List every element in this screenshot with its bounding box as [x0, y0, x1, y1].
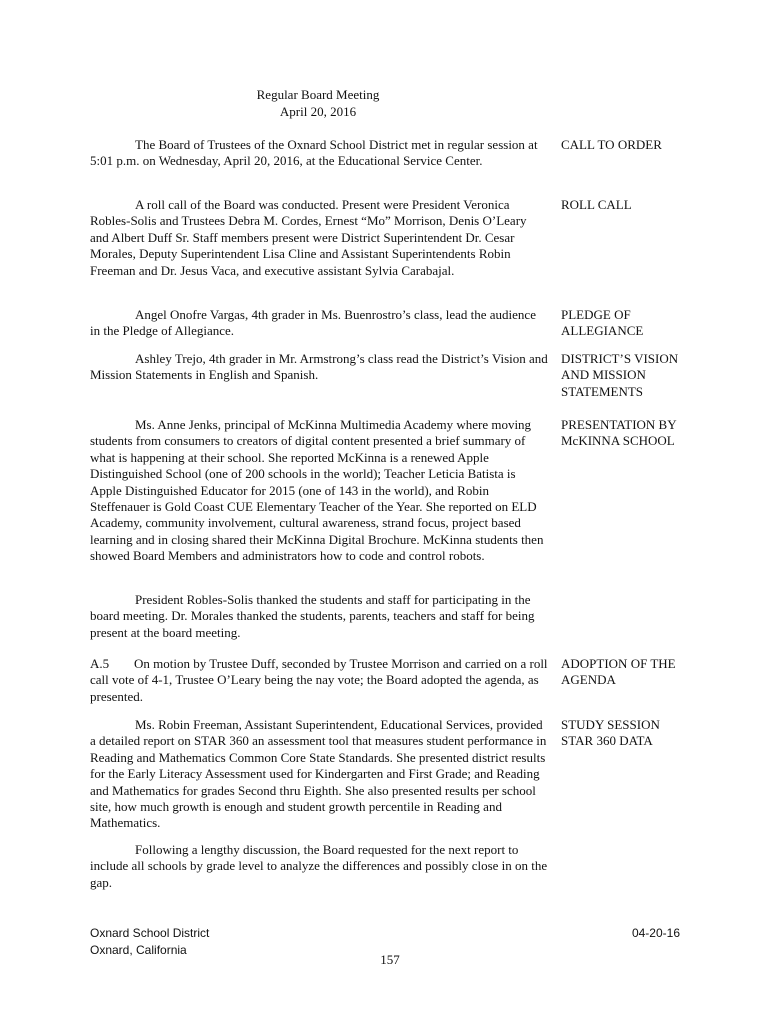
meeting-date: April 20, 2016: [279, 104, 357, 119]
section-text: Angel Onofre Vargas, 4th grader in Ms. Buenrostro’s class, lead the audience in the Pledge of Allegiance.: [90, 307, 536, 339]
section-label: DISTRICT’S VISION AND MISSION STATEMENTS: [561, 351, 679, 399]
section-label: PRESENTATION BY McKINNA SCHOOL: [561, 417, 677, 449]
section-text: A roll call of the Board was conducted. Present were President Veronica Robles-Solis and Trustees Debra M. Cordes, Ernest “Mo” Morrison, Denis O’Leary and Albert Duff Sr. Staff members present were District Superintendent Dr. Cesar Morales, Deputy Superintendent Lisa Cline and Assistant Superintendents Robin Freeman and Dr. Jesus Vaca, and executive assistant Sylvia Carabajal.: [90, 197, 527, 278]
section-text: Ms. Anne Jenks, principal of McKinna Multimedia Academy where moving students from consumers to creators of digital content presented a brief summary of what is happening at their school. She reported McKinna is a renewed Apple Distinguished School (one of 200 schools in the world); Teacher Leticia Batista is Apple Distinguished Educator for 2015 (one of 143 in the world), and Robin Steffenauer is Gold Coast CUE Elementary Teacher of the Year. She reported on ELD Academy, community involvement, cultural awareness, strand focus, project based learning and in closing shared their McKinna Digital Brochure. McKinna students then showed Board Members and administrators how to code and control robots.: [90, 417, 544, 564]
section-text-body: On motion by Trustee Duff, seconded by Trustee Morrison and carried on a roll call vote of 4-1, Trustee O’Leary being the nay vote; the Board adopted the agenda, as presented.: [90, 656, 548, 704]
section-label: STUDY SESSION STAR 360 DATA: [561, 717, 660, 749]
footer-left: [90, 925, 209, 959]
section-text: President Robles-Solis thanked the students and staff for participating in the board meeting. Dr. Morales thanked the students, parents, teachers and staff for being present at the board meeting.: [90, 592, 535, 640]
section-text: Ms. Robin Freeman, Assistant Superintendent, Educational Services, provided a detailed report on STAR 360 an assessment tool that measures student performance in Reading and Mathematics Common Core State Standards. She presented district results for the Early Literacy Assessment used for Kindergarten and First Grade; and Reading and Mathematics for grades Second thru Eighth. She also presented results per school site, how much growth is enough and student growth percentile in Reading and Mathematics.: [90, 717, 547, 831]
meeting-title: Regular Board Meeting: [256, 87, 380, 102]
section-text: Ashley Trejo, 4th grader in Mr. Armstrong’s class read the District’s Vision and Mission Statements in English and Spanish.: [90, 351, 548, 383]
footer-location: Oxnard, California: [90, 943, 187, 957]
section-label: ADOPTION OF THE AGENDA: [561, 656, 676, 688]
section-label: CALL TO ORDER: [561, 137, 662, 152]
section-text: [90, 656, 548, 705]
footer-date: 04-20-16: [631, 926, 680, 940]
agenda-item-number: A.5: [90, 656, 110, 671]
footer-district: Oxnard School District: [90, 926, 210, 940]
section-label: ROLL CALL: [561, 197, 632, 212]
section-label: PLEDGE OF ALLEGIANCE: [561, 307, 644, 339]
section-text: Following a lengthy discussion, the Board requested for the next report to include all schools by grade level to analyze the differences and possibly close in on the gap.: [90, 842, 548, 890]
page-number: 157: [380, 952, 400, 967]
section-text: The Board of Trustees of the Oxnard School District met in regular session at 5:01 p.m. on Wednesday, April 20, 2016, at the Educational Service Center.: [90, 137, 538, 169]
